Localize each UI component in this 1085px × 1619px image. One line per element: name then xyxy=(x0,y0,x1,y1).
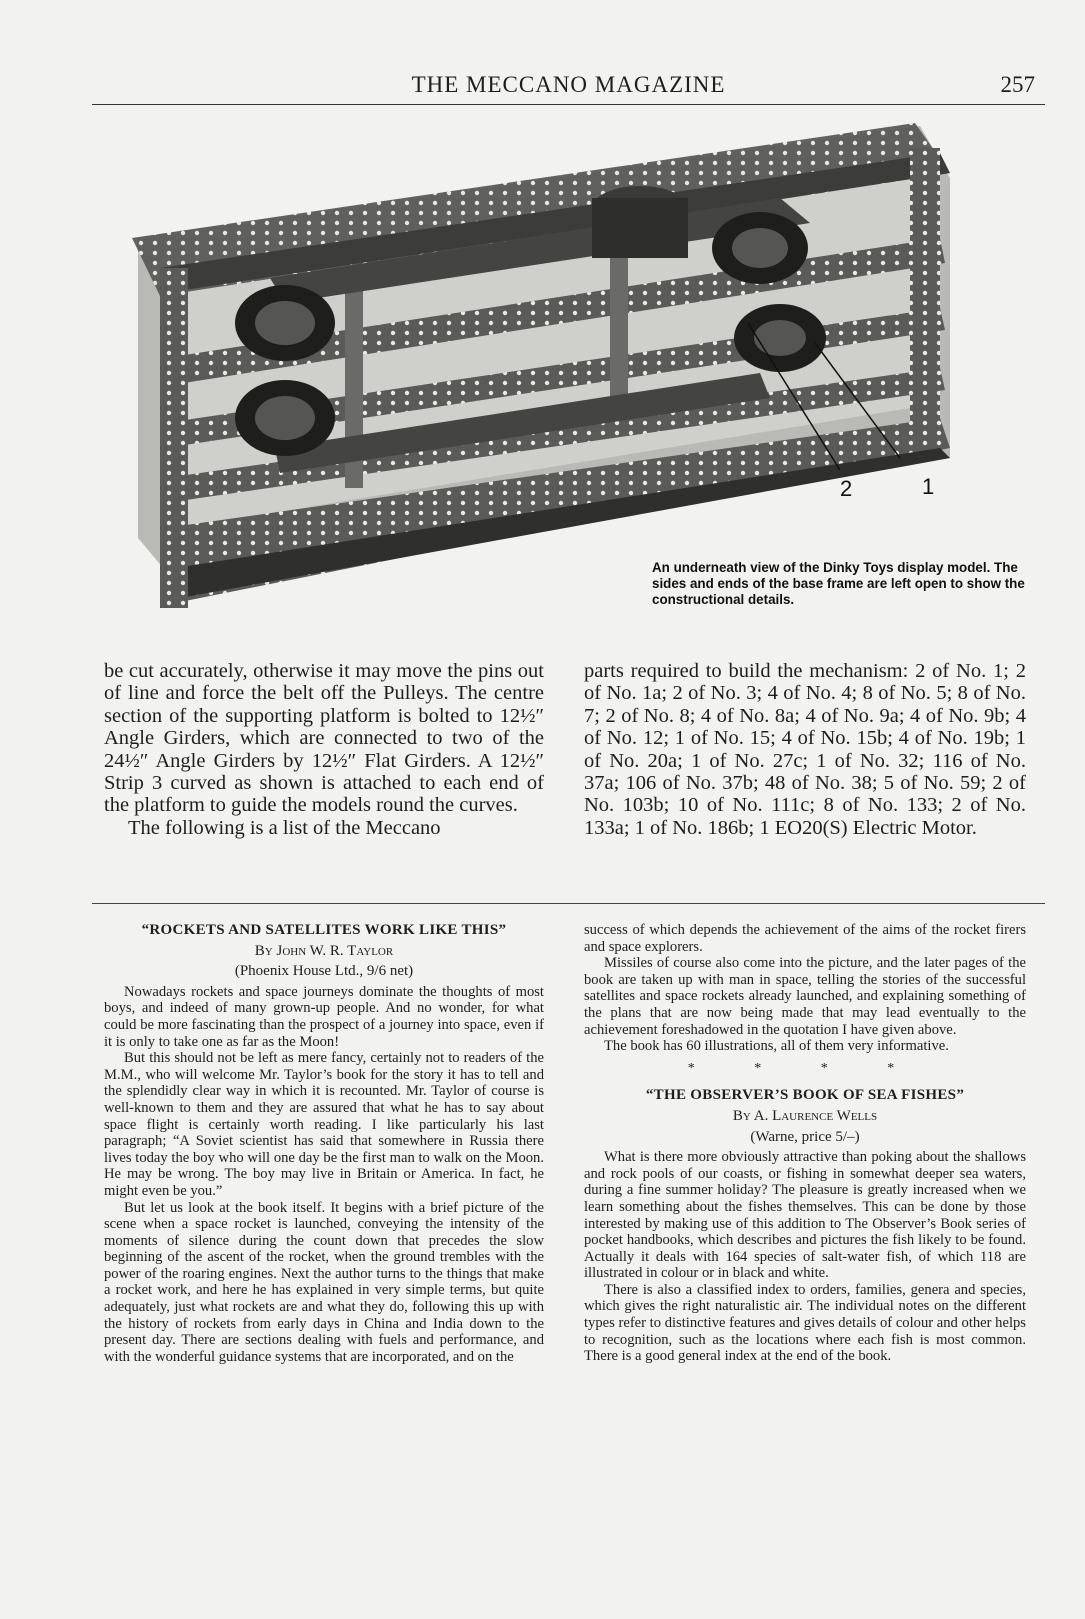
callout-label-1: 1 xyxy=(922,474,935,499)
review-rockets xyxy=(104,922,544,1365)
paragraph: success of which depends the achievement of the aims of the rocket firers and space explorers. xyxy=(584,922,1026,955)
callout-label-2: 2 xyxy=(840,476,853,501)
review-title: “THE OBSERVER’S BOOK OF SEA FISHES” xyxy=(645,1087,965,1104)
paragraph: The book has 60 illustrations, all of them very informative. xyxy=(604,1038,949,1055)
paragraph: Missiles of course also come into the picture, and the later pages of the book are taken up with man in space, telling the stories of the successful satellites and space rockets already launched, and explaining something of the plans that are now being made that may lead eventually to the achievement foreshadowed in the quotation I have given above. xyxy=(584,955,1026,1038)
article-column-right xyxy=(584,660,1026,839)
parts-list: parts required to build the mechanism: 2 of No. 1; 2 of No. 1a; 2 of No. 3; 4 of No. 4; 8 of No. 5; 8 of No. 7; 2 of No. 8; 4 of No. 8a; 4 of No. 9a; 4 of No. 9b; 4 of No. 12; 1 of No. 15; 4 of No. 15b; 4 of No. 19b; 1 of No. 20a; 1 of No. 27c; 1 of No. 32; 116 of No. 37a; 106 of No. 37b; 48 of No. 38; 5 of No. 59; 2 of No. 103b; 10 of No. 111c; 8 of No. 133; 2 of No. 133a; 1 of No. 186b; 1 EO20(S) Electric Motor. xyxy=(584,660,1026,839)
separator-stars: * * * * xyxy=(687,1060,923,1076)
review-publisher: (Warne, price 5/–) xyxy=(750,1128,860,1145)
paragraph: What is there more obviously attractive than poking about the shallows and rock pools of our coasts, or fishing in somewhat deeper sea waters, during a fine summer holiday? The pleasure is greatly increased when we learn something about the fishes themselves. This can be done by those interested by making use of this addition to The Observer’s Book series of pocket handbooks, which describes and pictures the fish likely to be found. Actually it deals with 164 species of salt-water fish, of which 118 are illustrated in colour or in black and white. xyxy=(584,1149,1026,1282)
review-title: “ROCKETS AND SATELLITES WORK LIKE THIS” xyxy=(141,922,507,938)
page-number: 257 xyxy=(1000,72,1035,97)
review-publisher: (Phoenix House Ltd., 9/6 net) xyxy=(234,963,414,980)
review-column-right xyxy=(584,922,1026,1365)
review-byline: By A. Laurence Wells xyxy=(732,1107,878,1124)
paragraph: There is also a classified index to orders, families, genera and species, which gives the right naturalistic air. The individual notes on the different types refer to distinctive features and gives details of colour and other helps to recognition, such as the locations where each fish is most common. There is a good general index at the end of the book. xyxy=(584,1281,1026,1365)
review-byline: By John W. R. Taylor xyxy=(254,942,394,959)
paragraph: But this should not be left as mere fancy, certainly not to readers of the M.M., who will welcome Mr. Taylor’s book for the story it has to tell and the splendidly clear way in which it is recounted. Mr. Taylor of course is well-known to them and they are assured that what he has to say about space flight is certainly worth reading. I like particularly his last paragraph; “A Soviet scientist has said that somewhere in Russia there lives today the boy who will one day be the first man to walk on the Moon. He may be wrong. The boy may live in Britain or America. In fact, he might even be you.” xyxy=(104,1050,544,1199)
figure-caption: An underneath view of the Dinky Toys display model. The sides and ends of the base frame are left open to show the constructional details. xyxy=(652,560,1025,607)
article-column-left xyxy=(104,660,544,839)
section-divider xyxy=(92,903,1045,904)
paragraph: But let us look at the book itself. It begins with a brief picture of the scene when a space rocket is launched, conveying the intensity of the moments of silence during the count down that precedes the slow beginning of the ascent of the rocket, when the ground trembles with the power of the roaring engines. Next the author turns to the things that make a rocket work, and here he has explained in very simple terms, but quite adequately, just what rockets are and what they do, following this up with the history of rockets from early days in China and India down to the present day. There are sections dealing with fuels and performance, and with the wonderful guidance systems that are incorporated, and on the xyxy=(104,1199,544,1365)
paragraph: be cut accurately, otherwise it may move the pins out of line and force the belt off the Pulleys. The centre section of the supporting platform is bolted to 12½″ Angle Girders, which are connected to two of the 24½″ Angle Girders by 12½″ Flat Girders. A 12½″ Strip 3 curved as shown is attached to each end of the platform to guide the models round the curves. xyxy=(104,660,544,817)
paragraph: Nowadays rockets and space journeys dominate the thoughts of most boys, and indeed of many grown-up people. And no wonder, for what could be more fascinating than the prospect of a journey into space, even if it is only to take one as far as the Moon! xyxy=(104,983,544,1050)
page-header xyxy=(92,70,1045,105)
magazine-title: THE MECCANO MAGAZINE xyxy=(411,72,726,97)
paragraph: The following is a list of the Meccano xyxy=(128,816,441,839)
